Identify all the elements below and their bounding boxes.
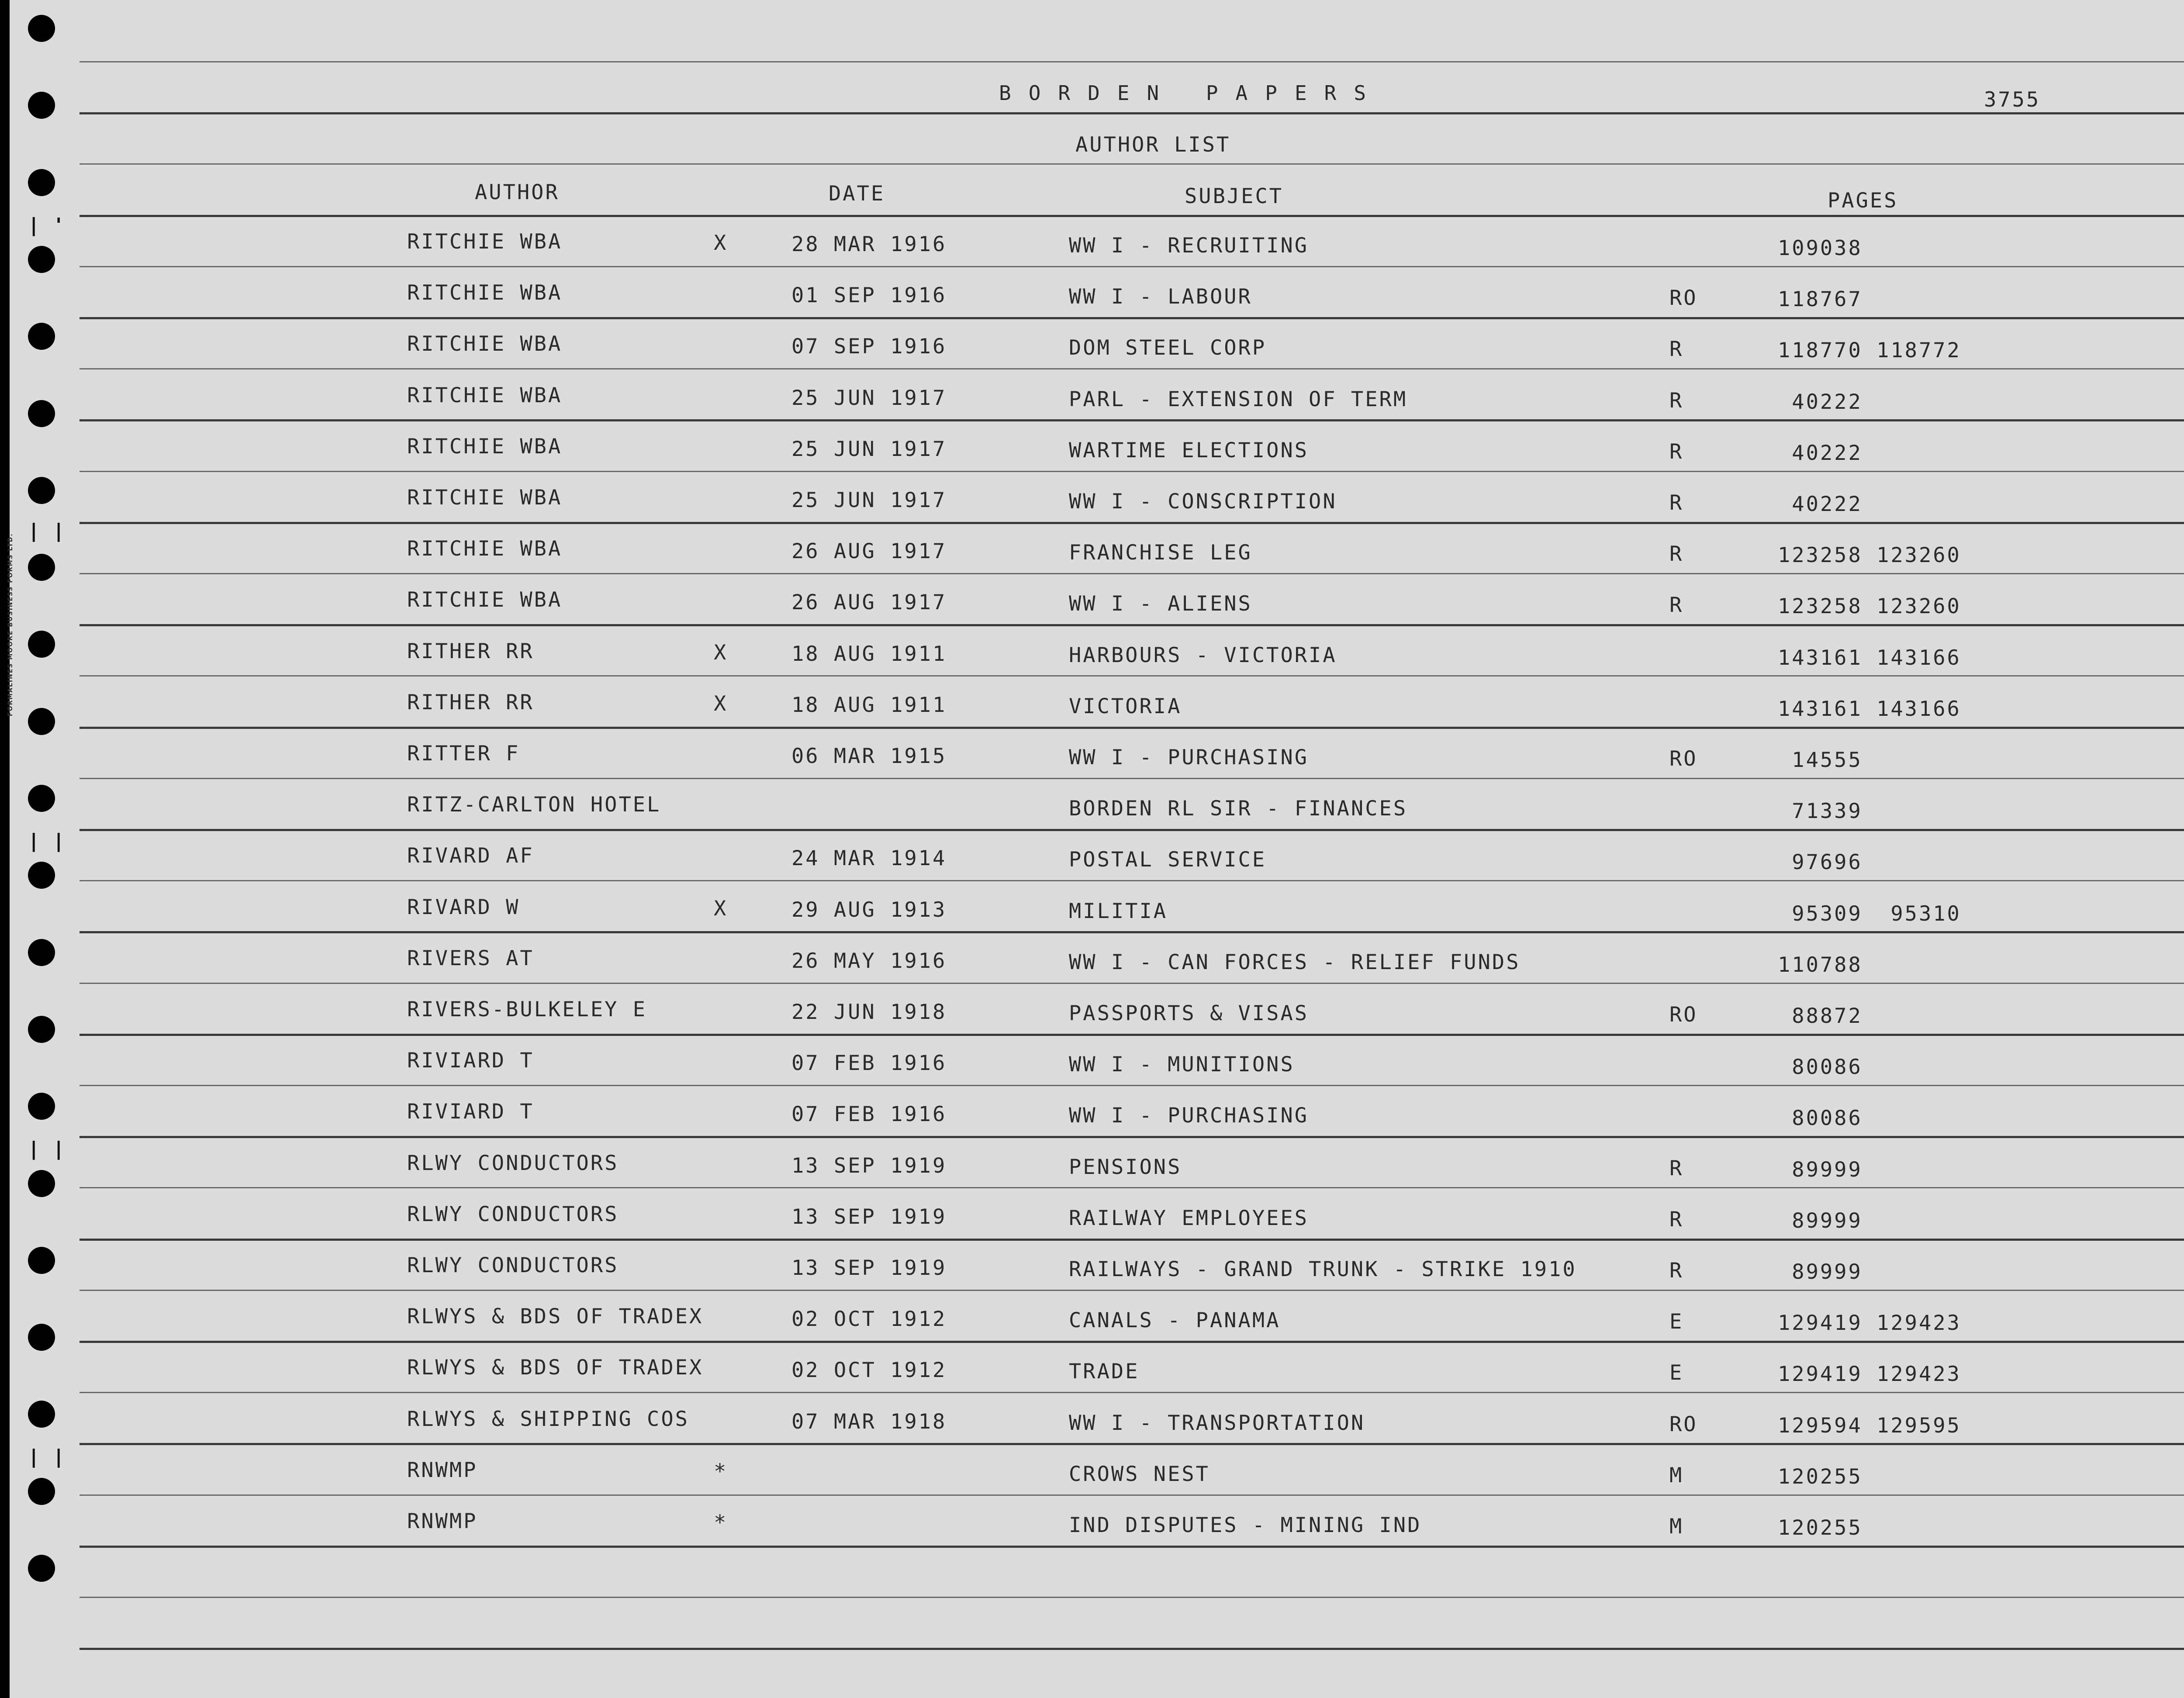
date-cell: 24 MAR 1914 xyxy=(791,846,947,871)
code-cell: R xyxy=(1669,1207,1684,1232)
author-cell: RITCHIE WBA xyxy=(407,486,563,510)
perforation-tick: | | xyxy=(28,520,66,542)
pages-cell: 80086 xyxy=(1778,1106,1863,1131)
tractor-feed-hole xyxy=(28,477,55,504)
tractor-feed-hole xyxy=(28,1478,55,1505)
pages-cell: 71339 xyxy=(1778,799,1863,824)
print-line-rule xyxy=(79,624,2184,626)
pages-cell: 120255 xyxy=(1778,1464,1863,1489)
print-line-rule xyxy=(79,1494,2184,1496)
tractor-feed-hole xyxy=(28,862,55,889)
pages-cell: 129594 129595 xyxy=(1778,1413,1961,1438)
print-line-rule xyxy=(79,778,2184,779)
author-cell: RNWMP xyxy=(407,1509,478,1533)
tractor-feed-hole xyxy=(28,92,55,119)
perforation-tick: | | xyxy=(28,830,66,852)
flag-cell: X xyxy=(714,691,728,716)
subject-cell: CROWS NEST xyxy=(1069,1462,1210,1486)
tractor-feed-hole xyxy=(28,400,55,427)
code-cell: R xyxy=(1669,491,1684,515)
date-cell: 07 FEB 1916 xyxy=(791,1102,947,1127)
column-header-subject: SUBJECT xyxy=(1185,184,1284,208)
pages-cell: 40222 xyxy=(1778,390,1863,414)
date-cell: 18 AUG 1911 xyxy=(791,642,947,666)
pages-cell: 80086 xyxy=(1778,1055,1863,1080)
flag-cell: X xyxy=(714,231,728,255)
author-cell: RIVARD W xyxy=(407,895,520,919)
subject-cell: TRADE xyxy=(1069,1360,1140,1384)
subject-cell: HARBOURS - VICTORIA xyxy=(1069,643,1337,667)
perforation-tick: | ' xyxy=(28,214,66,236)
date-cell: 26 MAY 1916 xyxy=(791,949,947,973)
subject-cell: RAILWAY EMPLOYEES xyxy=(1069,1206,1309,1230)
author-cell: RIVERS-BULKELEY E xyxy=(407,997,647,1022)
pages-cell: 129419 129423 xyxy=(1778,1362,1961,1387)
perforation-tick: | | xyxy=(28,1446,66,1468)
tractor-feed-hole xyxy=(28,246,55,273)
code-cell: E xyxy=(1669,1310,1684,1334)
pages-cell: 40222 xyxy=(1778,492,1863,516)
author-cell: RITHER RR xyxy=(407,690,534,714)
author-cell: RITCHIE WBA xyxy=(407,332,563,356)
pages-cell: 120255 xyxy=(1778,1516,1863,1540)
subject-cell: WW I - ALIENS xyxy=(1069,592,1252,616)
pages-cell: 118767 xyxy=(1778,287,1863,312)
code-cell: RO xyxy=(1669,747,1698,771)
subject-cell: PASSPORTS & VISAS xyxy=(1069,1001,1309,1025)
code-cell: R xyxy=(1669,1156,1684,1180)
author-cell: RLWY CONDUCTORS xyxy=(407,1151,619,1175)
subject-cell: WW I - LABOUR xyxy=(1069,285,1252,309)
print-line-rule xyxy=(79,1648,2184,1650)
code-cell: R xyxy=(1669,1259,1684,1283)
author-cell: RIVERS AT xyxy=(407,946,534,970)
print-line-rule xyxy=(79,522,2184,524)
print-line-rule xyxy=(79,1187,2184,1188)
pages-cell: 123258 123260 xyxy=(1778,594,1961,619)
author-cell: RLWY CONDUCTORS xyxy=(407,1253,619,1277)
pages-cell: 97696 xyxy=(1778,850,1863,875)
subject-cell: FRANCHISE LEG xyxy=(1069,541,1252,565)
tractor-feed-hole xyxy=(28,1555,55,1582)
pages-cell: 143161 143166 xyxy=(1778,697,1961,721)
print-line-rule xyxy=(79,471,2184,472)
date-cell: 26 AUG 1917 xyxy=(791,590,947,615)
tractor-feed-hole xyxy=(28,554,55,581)
subject-cell: DOM STEEL CORP xyxy=(1069,336,1267,360)
print-line-rule xyxy=(79,1034,2184,1036)
print-line-rule xyxy=(79,1239,2184,1241)
subject-cell: PENSIONS xyxy=(1069,1155,1182,1179)
subject-cell: PARL - EXTENSION OF TERM xyxy=(1069,387,1408,411)
print-line-rule xyxy=(79,880,2184,881)
flag-cell: X xyxy=(714,640,728,665)
subject-cell: CANALS - PANAMA xyxy=(1069,1308,1281,1333)
report-subtitle: AUTHOR LIST xyxy=(1075,133,1231,157)
subject-cell: WW I - MUNITIONS xyxy=(1069,1053,1295,1077)
author-cell: RLWYS & BDS OF TRADEX xyxy=(407,1356,704,1380)
pages-cell: 89999 xyxy=(1778,1208,1863,1233)
date-cell: 25 JUN 1917 xyxy=(791,437,947,461)
tractor-feed-hole xyxy=(28,1247,55,1274)
date-cell: 18 AUG 1911 xyxy=(791,693,947,717)
tractor-feed-hole xyxy=(28,1093,55,1120)
print-line-rule xyxy=(79,317,2184,319)
date-cell: 07 SEP 1916 xyxy=(791,335,947,359)
tractor-feed-hole xyxy=(28,939,55,966)
date-cell: 07 FEB 1916 xyxy=(791,1051,947,1076)
tractor-feed-hole xyxy=(28,169,55,196)
code-cell: R xyxy=(1669,542,1684,566)
code-cell: R xyxy=(1669,439,1684,464)
date-cell: 13 SEP 1919 xyxy=(791,1153,947,1178)
print-line-rule xyxy=(79,419,2184,421)
author-cell: RIVIARD T xyxy=(407,1100,534,1124)
code-cell: RO xyxy=(1669,1003,1698,1027)
pages-cell: 89999 xyxy=(1778,1260,1863,1284)
print-line-rule xyxy=(79,1546,2184,1548)
author-cell: RITCHIE WBA xyxy=(407,537,563,561)
flag-cell: * xyxy=(714,1511,728,1535)
tractor-feed-hole xyxy=(28,631,55,658)
print-line-rule xyxy=(79,112,2184,114)
author-cell: RITTER F xyxy=(407,742,520,766)
tractor-feed-hole xyxy=(28,1401,55,1428)
subject-cell: POSTAL SERVICE xyxy=(1069,848,1267,872)
code-cell: R xyxy=(1669,388,1684,413)
date-cell: 13 SEP 1919 xyxy=(791,1256,947,1280)
pages-cell: 110788 xyxy=(1778,953,1863,977)
flag-cell: * xyxy=(714,1459,728,1484)
author-cell: RIVIARD T xyxy=(407,1049,534,1073)
subject-cell: WW I - TRANSPORTATION xyxy=(1069,1411,1365,1435)
author-cell: RITCHIE WBA xyxy=(407,434,563,459)
date-cell: 25 JUN 1917 xyxy=(791,386,947,410)
subject-cell: RAILWAYS - GRAND TRUNK - STRIKE 1910 xyxy=(1069,1257,1577,1281)
code-cell: R xyxy=(1669,593,1684,618)
pages-cell: 129419 129423 xyxy=(1778,1311,1961,1336)
date-cell: 25 JUN 1917 xyxy=(791,488,947,512)
subject-cell: IND DISPUTES - MINING IND xyxy=(1069,1513,1422,1537)
print-line-rule xyxy=(79,727,2184,729)
tractor-feed-hole xyxy=(28,1016,55,1043)
author-cell: RITCHIE WBA xyxy=(407,383,563,407)
report-title: BORDEN PAPERS xyxy=(999,81,1384,105)
pages-cell: 118770 118772 xyxy=(1778,338,1961,363)
perforation-tick: | | xyxy=(28,1138,66,1160)
print-line-rule xyxy=(79,983,2184,984)
print-line-rule xyxy=(79,829,2184,831)
pages-cell: 89999 xyxy=(1778,1157,1863,1182)
author-cell: RITCHIE WBA xyxy=(407,281,563,305)
date-cell: 02 OCT 1912 xyxy=(791,1358,947,1383)
tractor-feed-hole xyxy=(28,323,55,350)
author-cell: RITCHIE WBA xyxy=(407,230,563,254)
printout-page xyxy=(7,0,2184,1698)
subject-cell: WW I - RECRUITING xyxy=(1069,234,1309,258)
page-number: 3755 xyxy=(1984,88,2041,112)
print-line-rule xyxy=(79,368,2184,369)
print-line-rule xyxy=(79,675,2184,676)
pages-cell: 143161 143166 xyxy=(1778,645,1961,670)
subject-cell: WW I - CAN FORCES - RELIEF FUNDS xyxy=(1069,950,1521,974)
subject-cell: BORDEN RL SIR - FINANCES xyxy=(1069,797,1408,821)
code-cell: M xyxy=(1669,1463,1684,1487)
author-cell: RNWMP xyxy=(407,1458,478,1482)
pages-cell: 123258 123260 xyxy=(1778,543,1961,568)
print-line-rule xyxy=(79,1290,2184,1291)
flag-cell: X xyxy=(714,896,728,921)
print-line-rule xyxy=(79,1392,2184,1393)
code-cell: RO xyxy=(1669,1412,1698,1436)
print-line-rule xyxy=(79,1341,2184,1343)
author-cell: RLWY CONDUCTORS xyxy=(407,1202,619,1226)
pages-cell: 95309 95310 xyxy=(1778,901,1961,926)
print-line-rule xyxy=(79,266,2184,267)
subject-cell: VICTORIA xyxy=(1069,694,1182,718)
print-line-rule xyxy=(79,573,2184,574)
subject-cell: WW I - PURCHASING xyxy=(1069,1104,1309,1128)
print-line-rule xyxy=(79,215,2184,217)
date-cell: 07 MAR 1918 xyxy=(791,1409,947,1434)
date-cell: 26 AUG 1917 xyxy=(791,539,947,564)
pages-cell: 88872 xyxy=(1778,1004,1863,1028)
print-line-rule xyxy=(79,1443,2184,1445)
pages-cell: 40222 xyxy=(1778,441,1863,465)
code-cell: R xyxy=(1669,337,1684,362)
author-cell: RITHER RR xyxy=(407,639,534,663)
subject-cell: WARTIME ELECTIONS xyxy=(1069,438,1309,462)
code-cell: RO xyxy=(1669,286,1698,311)
print-line-rule xyxy=(79,1597,2184,1598)
subject-cell: WW I - PURCHASING xyxy=(1069,745,1309,770)
date-cell: 01 SEP 1916 xyxy=(791,283,947,308)
date-cell: 22 JUN 1918 xyxy=(791,1000,947,1024)
code-cell: E xyxy=(1669,1361,1684,1385)
tractor-feed-hole xyxy=(28,1324,55,1351)
date-cell: 13 SEP 1919 xyxy=(791,1204,947,1229)
tractor-feed-hole xyxy=(28,1170,55,1197)
author-cell: RITZ-CARLTON HOTEL xyxy=(407,793,661,817)
column-header-pages: PAGES xyxy=(1828,189,1898,213)
print-line-rule xyxy=(79,61,2184,62)
print-line-rule xyxy=(79,1085,2184,1086)
author-cell: RITCHIE WBA xyxy=(407,588,563,612)
form-manufacturer-margin-text: FORMALINES MOORE BUSINESS FORMS LTD. xyxy=(7,533,14,716)
author-cell: RIVARD AF xyxy=(407,844,534,868)
print-line-rule xyxy=(79,163,2184,165)
pages-cell: 109038 xyxy=(1778,236,1863,260)
date-cell: 02 OCT 1912 xyxy=(791,1307,947,1332)
column-header-author: AUTHOR xyxy=(475,180,560,204)
date-cell: 29 AUG 1913 xyxy=(791,897,947,922)
print-line-rule xyxy=(79,1136,2184,1138)
print-line-rule xyxy=(79,931,2184,933)
tractor-feed-hole xyxy=(28,785,55,812)
subject-cell: WW I - CONSCRIPTION xyxy=(1069,490,1337,514)
author-cell: RLWYS & SHIPPING COS xyxy=(407,1407,689,1431)
column-header-date: DATE xyxy=(829,182,885,206)
subject-cell: MILITIA xyxy=(1069,899,1168,923)
author-cell: RLWYS & BDS OF TRADEX xyxy=(407,1305,704,1329)
tractor-feed-hole xyxy=(28,708,55,735)
date-cell: 06 MAR 1915 xyxy=(791,744,947,768)
pages-cell: 14555 xyxy=(1778,748,1863,772)
date-cell: 28 MAR 1916 xyxy=(791,232,947,256)
tractor-feed-hole xyxy=(28,15,55,42)
code-cell: M xyxy=(1669,1515,1684,1539)
